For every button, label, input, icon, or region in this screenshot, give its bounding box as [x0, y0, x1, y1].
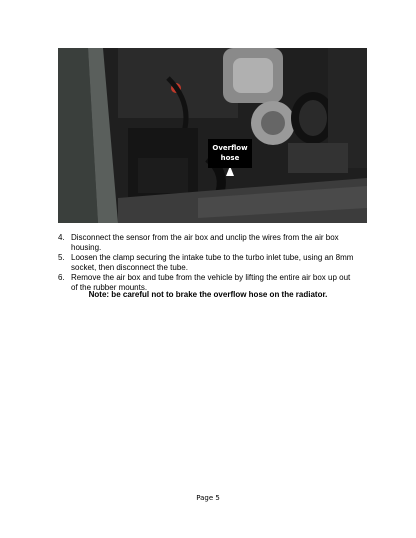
overflow-hose-callout	[208, 139, 252, 168]
step-text: Loosen the clamp securing the intake tube to the turbo inlet tube, using an 8mm socket, then disconnect the tube.	[71, 253, 354, 272]
step-number: 6.	[58, 273, 65, 282]
callout-line-2: hose	[220, 154, 240, 162]
step-number: 5.	[58, 253, 65, 262]
step-text: Disconnect the sensor from the air box and unclip the wires from the air box housing.	[71, 233, 339, 252]
step-item	[58, 253, 358, 273]
step-text: Remove the air box and tube from the vehicle by lifting the entire air box up out of the rubber mounts.	[71, 273, 351, 292]
warning-note: Note: be careful not to brake the overflow hose on the radiator.	[88, 290, 328, 299]
callout-line-1: Overflow	[212, 144, 248, 152]
instruction-steps	[58, 233, 358, 293]
engine-bay-photo	[58, 48, 367, 223]
engine-bay-illustration	[58, 48, 367, 223]
step-item	[58, 233, 358, 253]
page-number: Page 5	[196, 494, 220, 502]
step-number: 4.	[58, 233, 65, 242]
